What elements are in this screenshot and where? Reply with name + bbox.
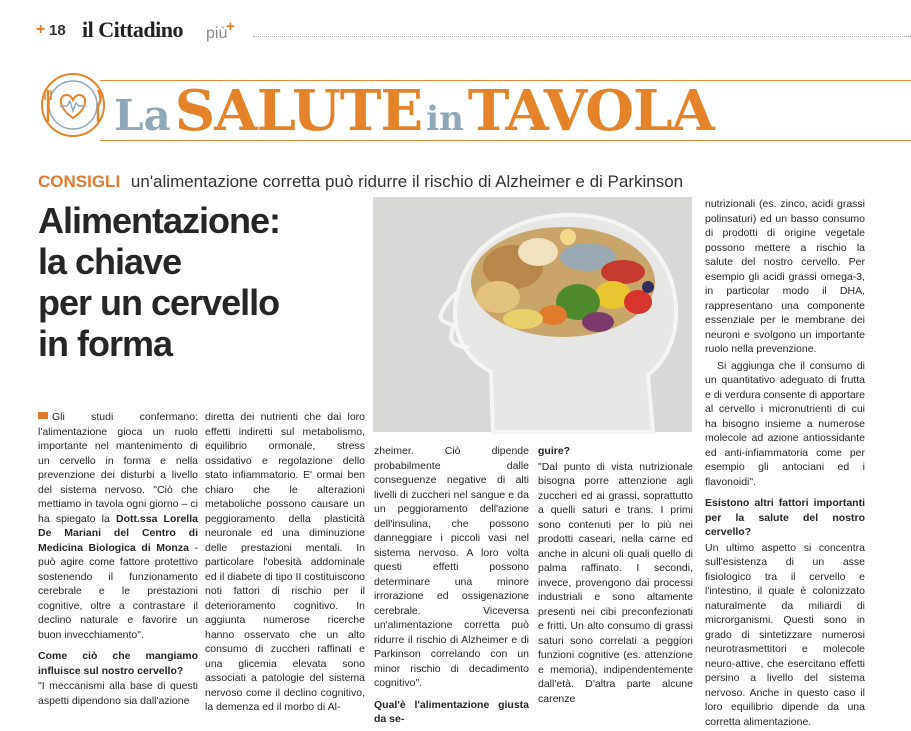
masthead-subtitle: più [206, 25, 228, 42]
banner-la: La [114, 91, 171, 140]
paragraph-text: - può agire come fattore protettivo sostenendo il funzionamento cerebrale e le prestazioni cognitive, oltre a contrastare il declino naturale e favorire un buon invecchiamento". [38, 541, 198, 641]
kicker-tag: CONSIGLI [38, 172, 121, 191]
article-column-3 [374, 444, 529, 728]
masthead-logo: il Cittadino [82, 17, 183, 42]
header-rule [253, 36, 911, 37]
article-paragraph: diretta dei nutrienti che dai loro effetti indiretti sul metabolismo, equilibrio ormonale, stress ossidativo e regolazione dello stato infiammatorio. E' ormai ben chiaro che le alterazioni metaboliche possono causare un peggioramento della plasticità neuronale ed una diminuzione delle prestazioni mentali. In particolare l'obesità addominale ed il diabete di tipo II costituiscono noti fattori di rischio per il deterioramento cognitivo. In aggiunta numerose ricerche hanno osservato che un alto consumo di zuccheri raffinati e una glicemia elevata sono associati a patologie del sistema nervoso come il declino cognitivo, la demenza ed il morbo di Al- [205, 411, 365, 713]
page-number: 18 [49, 22, 66, 39]
article-column-5 [705, 197, 865, 731]
food-brain-illustration [373, 197, 692, 432]
heart-plate-icon [38, 70, 108, 140]
headline-line-4: in forma [38, 323, 173, 364]
headline-line-2: la chiave [38, 241, 182, 282]
headline-line-1: Alimentazione: [38, 200, 281, 241]
kicker [38, 172, 683, 192]
article-column-4 [538, 444, 693, 708]
banner-in: in [426, 99, 464, 139]
question-heading: Come ciò che mangiamo influisce sul nostro cervello? [38, 650, 198, 677]
question-heading-continued: guire? [538, 445, 571, 457]
section-banner [114, 78, 714, 142]
article-photo [373, 197, 692, 432]
question-heading: Qual'è l'alimentazione giusta da se- [374, 698, 529, 725]
article-paragraph [38, 410, 198, 642]
page-header [0, 0, 911, 60]
paragraph-text: Gli studi confermano: l'alimentazione gioca un ruolo importante nel mantenimento di un cervello in forma e nella prevenzione dei disturbi a livello del sistema nervoso. "Ciò che mettiamo in tavola ogni giorno – ci ha spiegato la [38, 411, 198, 525]
banner-salute: SALUTE [174, 78, 423, 144]
article-paragraph: Si aggiunga che il consumo di un quantitativo adeguato di frutta e di verdura consente di apportare al cervello i micronutrienti di cui ha bisogno insieme a numerose molecole ad azione antiossidante ed anti-infiammatoria come per esempio gli antociani ed i flavonoidi". [705, 359, 865, 488]
expert-name: Dott.ssa Lorella De Mariani del Centro di Medicina Biologica di Monza [38, 512, 198, 554]
article-paragraph: "I meccanismi alla base di questi aspetti dipendono sia dall'azione [38, 680, 198, 707]
masthead-plus-mark: + [226, 18, 235, 35]
lead-square-icon [38, 412, 48, 419]
article-column-2 [205, 410, 365, 717]
question-heading: Esistono altri fattori importanti per la salute del nostro cervello? [705, 497, 865, 538]
article-paragraph: Un ultimo aspetto si concentra sull'esistenza di un asse fisiologico tra il cervello e l'intestino, il quale è colonizzato naturalmente da miliardi di microrganismi. Questi sono in grado di sintetizzare numerosi neurotrasmettitori e molecole neuro-attive, che esercitano effetti persino a livello del sistema nervoso. Anche in questo caso il loro equilibrio dipende da una corretta alimentazione. [705, 541, 865, 728]
article-headline [38, 200, 368, 364]
article-paragraph: "Dal punto di vista nutrizionale bisogna porre attenzione agli zuccheri ed ai grassi, soprattutto a quelli saturi e trans. I primi sono contenuti per lo più nei prodotti caseari, nella carne ed anche in alcuni oli quali quello di palma raffinato. I secondi, invece, provengono dai processi industriali e sono altamente presenti nei cibi preconfezionati e fritti. Un alto consumo di grassi saturi sono correlati a peggiori funzioni cognitive (es. attenzione e memoria), indipendentemente dall'età. D'altra parte alcune carenze [538, 460, 693, 705]
article-paragraph: zheimer. Ciò dipende probabilmente dalle conseguenze negative di alti livelli di zuccheri nel sangue e da un peggioramento dell'azione dell'insulina, che possono danneggiare i piccoli vasi nel sistema nervoso. A loro volta questi effetti possono determinare una minore irrorazione ed ossigenazione cerebrale. Viceversa un'alimentazione corretta può ridurre il rischio di Alzheimer e di Parkinson correlando con un minor rischio di decadimento cognitivo". [374, 445, 529, 689]
banner-tavola: TAVOLA [467, 78, 714, 144]
article-column-1 [38, 410, 198, 710]
kicker-text: un'alimentazione corretta può ridurre il rischio di Alzheimer e di Parkinson [130, 172, 684, 191]
article-paragraph: nutrizionali (es. zinco, acidi grassi polinsaturi) ed un basso consumo di prodotti di origine vegetale possono mettere a rischio la salute del nostro cervello. Per esempio gli acidi grassi omega-3, in particolar modo il DHA, rappresentano una componente essenziale per le membrane dei neuroni e svolgono un importante ruolo nella prevenzione. [705, 198, 865, 355]
headline-line-3: per un cervello [38, 282, 280, 323]
page-plus-mark: + [36, 21, 46, 38]
